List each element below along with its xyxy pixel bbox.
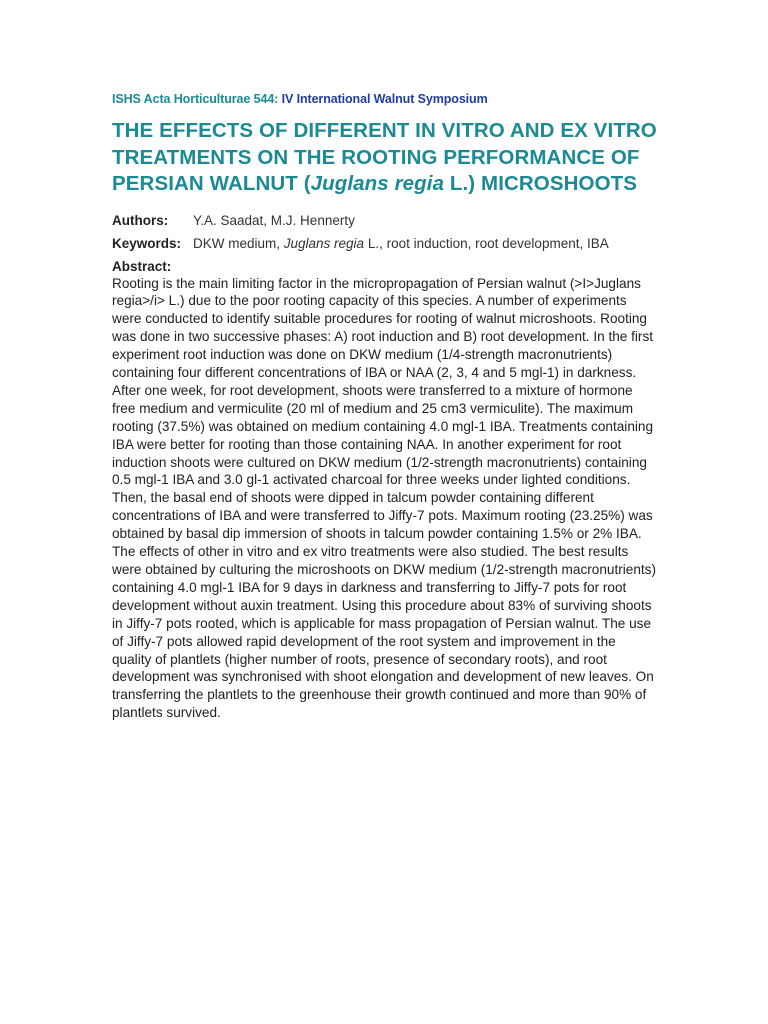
keywords-suffix: L., root induction, root development, IBA bbox=[364, 235, 609, 251]
authors-label: Authors: bbox=[112, 212, 169, 228]
title-part-2: L.) MICROSHOOTS bbox=[444, 172, 638, 195]
authors-value: Y.A. Saadat, M.J. Hennerty bbox=[193, 212, 355, 228]
authors-row bbox=[112, 212, 657, 229]
journal-header bbox=[112, 92, 657, 106]
document-page bbox=[112, 92, 657, 722]
title-part-1: THE EFFECTS OF DIFFERENT IN VITRO AND EX VITRO TREATMENTS ON THE ROOTING PERFORMANCE OF PERSIAN WALNUT ( bbox=[112, 119, 657, 195]
abstract-label: Abstract: bbox=[112, 258, 172, 274]
keywords-label: Keywords: bbox=[112, 235, 182, 251]
title-species: Juglans regia bbox=[310, 172, 445, 195]
keywords-value bbox=[193, 235, 657, 252]
journal-series[interactable]: ISHS Acta Horticulturae 544 bbox=[112, 92, 275, 106]
abstract-text: Rooting is the main limiting factor in the micropropagation of Persian walnut (>I>Juglans regia>/i> L.) due to the poor rooting capacity of this species. A number of experiments were conducted to identify suitable procedures for rooting of walnut microshoots. Rooting was done in two successive phases: A) root induction and B) root development. In the first experiment root induction was done on DKW medium (1/4-strength macronutrients) containing four different concentrations of IBA or NAA (2, 3, 4 and 5 mgl-1) in darkness. After one week, for root development, shoots were transferred to a mixture of hormone free medium and vermiculite (20 ml of medium and 25 cm3 vermiculite). The maximum rooting (37.5%) was obtained on medium containing 4.0 mgl-1 IBA. Treatments containing IBA were better for rooting than those containing NAA. In another experiment for root induction shoots were cultured on DKW medium (1/2-strength macronutrients) containing 0.5 mgl-1 IBA and 3.0 gl-1 activated charcoal for three weeks under lighted conditions. Then, the basal end of shoots were dipped in talcum powder containing different concentrations of IBA and were transferred to Jiffy-7 pots. Maximum rooting (23.25%) was obtained by basal dip immersion of shoots in talcum powder containing 1.5% or 2% IBA. The effects of other in vitro and ex vitro treatments were also studied. The best results were obtained by culturing the microshoots on DKW medium (1/2-strength macronutrients) containing 4.0 mgl-1 IBA for 9 days in darkness and transferring to Jiffy-7 pots for root development without auxin treatment. Using this procedure about 83% of surviving shoots in Jiffy-7 pots rooted, which is applicable for mass propagation of Persian walnut. The use of Jiffy-7 pots allowed rapid development of the root system and improvement in the quality of plantlets (higher number of roots, presence of secondary roots), and root development was synchronised with shoot elongation and development of new leaves. On transferring the plantlets to the greenhouse their growth continued and more than 90% of plantlets survived. bbox=[112, 275, 656, 721]
article-title bbox=[112, 118, 657, 198]
keywords-species: Juglans regia bbox=[283, 235, 365, 251]
keywords-prefix: DKW medium, bbox=[193, 235, 284, 251]
keywords-row bbox=[112, 235, 657, 252]
journal-separator: : bbox=[274, 92, 279, 106]
symposium-link[interactable]: IV International Walnut Symposium bbox=[281, 92, 488, 106]
